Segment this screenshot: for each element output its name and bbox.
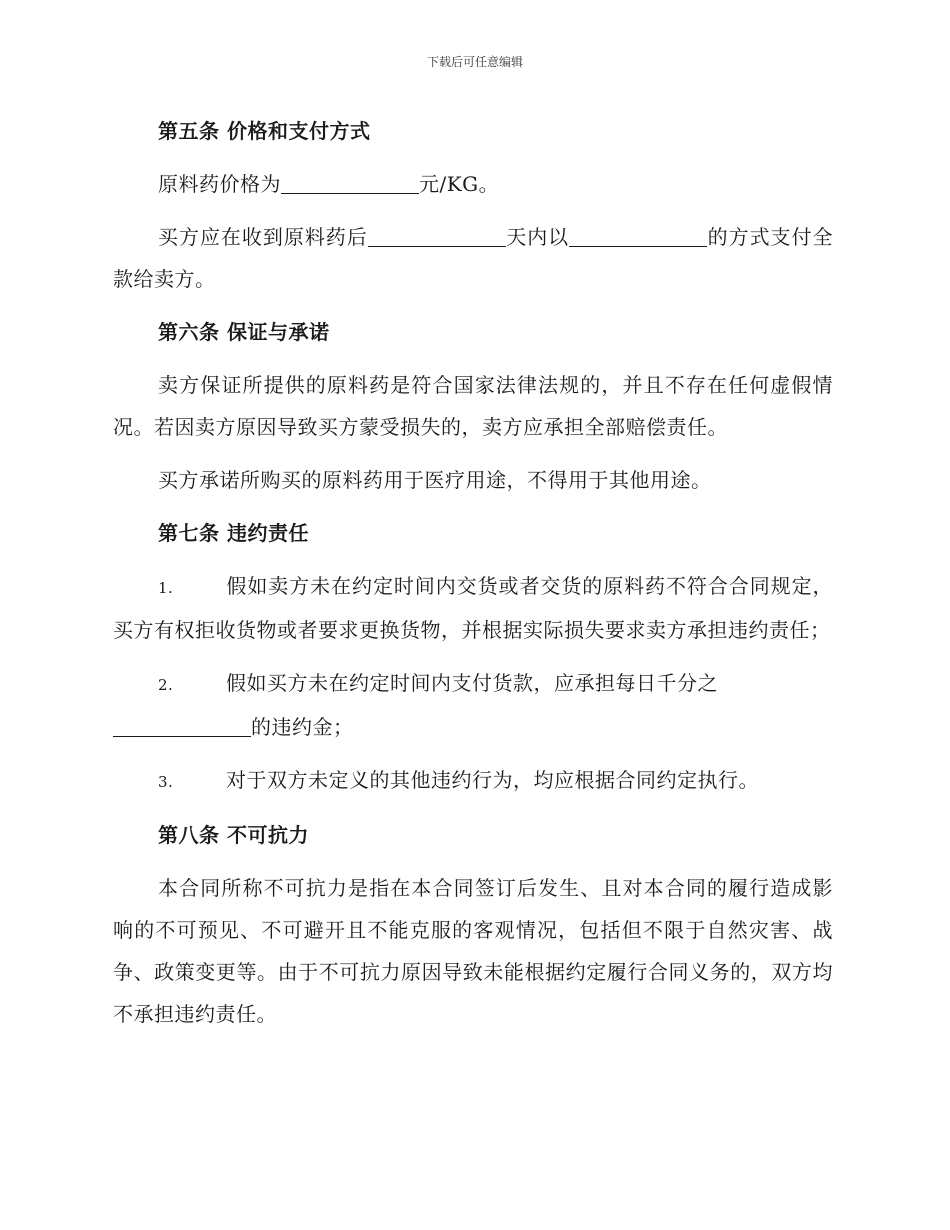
article-8-title: 第八条 不可抗力 [158, 823, 309, 847]
price-blank[interactable] [281, 172, 419, 194]
article-6-title: 第六条 保证与承诺 [158, 320, 330, 344]
seller-guarantee: 卖方保证所提供的原料药是符合国家法律法规的，并且不存在任何虚假情况。若因卖方原因导致买方蒙受损失的，卖方应承担全部赔偿责任。 [113, 373, 833, 439]
price-unit: 元/KG。 [419, 172, 500, 196]
article-7-title: 第七条 违约责任 [158, 521, 309, 545]
penalty-rate-blank[interactable] [113, 715, 251, 737]
price-clause [113, 163, 833, 205]
payment-text-c: 的方式支付全款给卖方。 [113, 225, 834, 291]
payment-text-b: 天内以 [505, 225, 570, 249]
payment-clause [113, 216, 833, 300]
page-header: 下载后可任意编辑 [426, 55, 523, 69]
breach-item-3 [113, 759, 833, 803]
force-majeure-clause: 本合同所称不可抗力是指在本合同签订后发生、且对本合同的履行造成影响的不可预见、不可避开且不能克服的客观情况，包括但不限于自然灾害、战争、政策变更等。由于不可抗力原因导致未能根据约定履行合同义务的，双方均不承担违约责任。 [113, 876, 833, 1026]
item-text: 对于双方未定义的其他违约行为，均应根据合同约定执行。 [226, 768, 759, 792]
breach-item-2 [113, 662, 833, 748]
price-label: 原料药价格为 [158, 172, 281, 196]
breach-item-1 [113, 565, 833, 651]
payment-text-a: 买方应在收到原料药后 [158, 225, 368, 249]
item-text: 假如卖方未在约定时间内交货或者交货的原料药不符合合同规定，买方有权拒收货物或者要求更换货物，并根据实际损失要求卖方承担违约责任； [113, 574, 833, 642]
item-number: 1. [158, 579, 174, 597]
buyer-commitment: 买方承诺所购买的原料药用于医疗用途，不得用于其他用途。 [158, 468, 712, 492]
document-body [113, 110, 833, 1046]
item-text-a: 假如买方未在约定时间内支付货款，应承担每日千分之 [226, 671, 718, 695]
item-number: 2. [158, 676, 174, 694]
article-5-title: 第五条 价格和支付方式 [158, 119, 371, 143]
item-number: 3. [158, 773, 174, 791]
payment-method-blank[interactable] [569, 225, 707, 247]
payment-days-blank[interactable] [368, 225, 506, 247]
item-text-b: 的违约金； [251, 715, 354, 739]
